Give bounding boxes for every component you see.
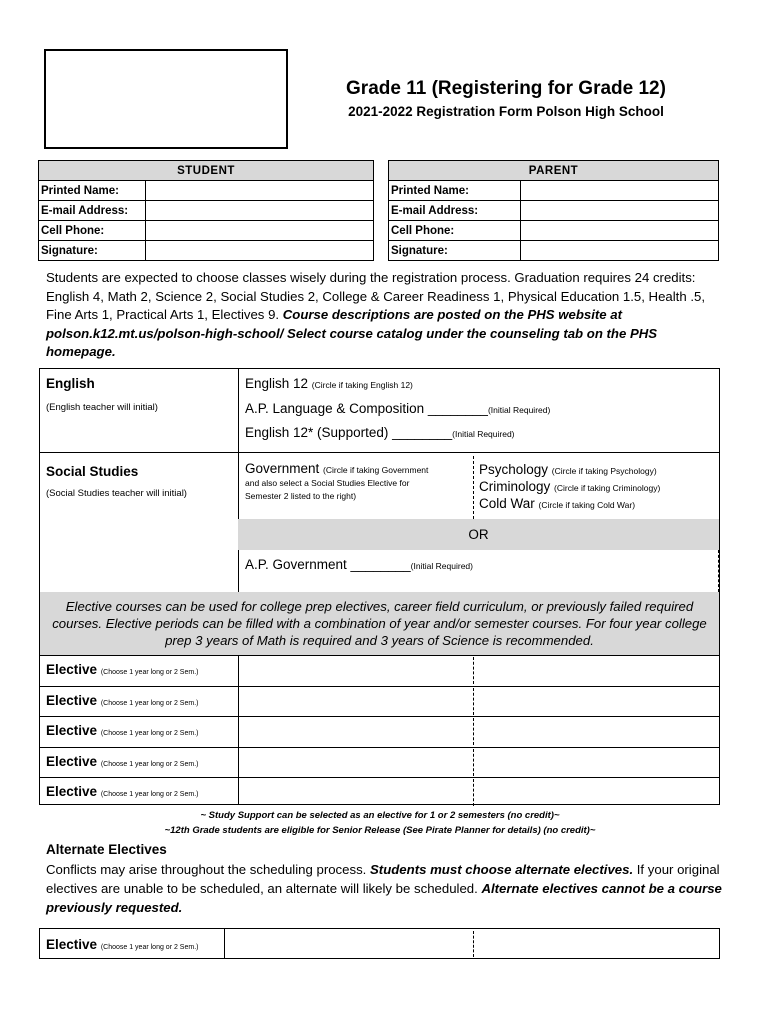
- government-option[interactable]: [245, 463, 473, 502]
- dashed-divider: [473, 688, 474, 715]
- senior-release-note: ~12th Grade students are eligible for Senior Release (See Pirate Planner for details) (no credit)~: [164, 825, 596, 836]
- elective-note: (Choose 1 year long or 2 Sem.): [100, 791, 199, 798]
- elective-label: [46, 723, 198, 738]
- student-heading: STUDENT: [39, 161, 374, 181]
- student-printed-name-label: Printed Name:: [39, 181, 146, 201]
- criminology-note: (Circle if taking Criminology): [554, 483, 661, 493]
- psychology-text: Psychology: [479, 462, 552, 477]
- elective-note: (Choose 1 year long or 2 Sem.): [100, 669, 199, 676]
- social-studies-sublabel: (Social Studies teacher will initial): [46, 488, 187, 499]
- psychology-note: (Circle if taking Psychology): [551, 466, 657, 476]
- elective-choice-2[interactable]: [475, 717, 718, 745]
- alternate-emphasis: Students must choose alternate electives.: [370, 862, 634, 877]
- parent-phone-label: Cell Phone:: [389, 221, 521, 241]
- elective-text: Elective: [46, 662, 98, 677]
- divider: [238, 655, 239, 805]
- divider: [224, 928, 225, 959]
- intro-paragraph: [46, 269, 721, 362]
- parent-heading: PARENT: [389, 161, 719, 181]
- elective-text: Elective: [46, 784, 98, 799]
- alternate-elective-choice-2[interactable]: [475, 930, 718, 957]
- ap-government-option[interactable]: [245, 557, 473, 572]
- parent-printed-name-label: Printed Name:: [389, 181, 521, 201]
- divider: [238, 368, 239, 592]
- study-support-note: ~ Study Support can be selected as an elective for 1 or 2 semesters (no credit)~: [200, 810, 560, 821]
- english-12-text: English 12: [245, 376, 312, 391]
- page-subtitle: 2021-2022 Registration Form Polson High School: [348, 104, 664, 119]
- elective-choice-2[interactable]: [475, 656, 718, 684]
- ap-language-text: A.P. Language & Composition ________: [245, 401, 488, 416]
- criminology-text: Criminology: [479, 479, 555, 494]
- alternate-elective-label: [46, 937, 198, 952]
- government-text: Government: [245, 461, 324, 476]
- elective-note: (Choose 1 year long or 2 Sem.): [100, 730, 199, 737]
- elective-note: (Choose 1 year long or 2 Sem.): [100, 761, 199, 768]
- elective-choice-2[interactable]: [475, 687, 718, 715]
- alternate-elective-text: Elective: [46, 937, 98, 952]
- page-title: Grade 11 (Registering for Grade 12): [346, 78, 666, 99]
- english-12-option[interactable]: [245, 376, 413, 391]
- social-studies-label: Social Studies: [46, 464, 139, 479]
- ap-government-note: (Initial Required): [410, 561, 473, 571]
- cold-war-option[interactable]: [479, 496, 635, 511]
- or-separator: OR: [238, 519, 719, 550]
- student-phone-field[interactable]: [146, 221, 374, 241]
- alternate-emphasis: Alternate electives cannot be a course previously requested.: [46, 881, 722, 915]
- elective-choice-1[interactable]: [240, 778, 472, 806]
- psychology-option[interactable]: [479, 462, 657, 477]
- alternate-text: If your original electives are unable to be scheduled, an alternate will likely be scheduled.: [46, 862, 720, 896]
- dashed-divider: [473, 749, 474, 776]
- student-email-field[interactable]: [146, 201, 374, 221]
- elective-choice-1[interactable]: [240, 656, 472, 684]
- government-note: Semester 2 listed to the right): [245, 491, 357, 501]
- english-label: English: [46, 376, 95, 391]
- dashed-divider: [718, 550, 719, 592]
- student-signature-field[interactable]: [146, 241, 374, 261]
- alternate-text: Conflicts may arise throughout the scheduling process.: [46, 862, 370, 877]
- elective-label: [46, 693, 198, 708]
- elective-label: [46, 784, 198, 799]
- parent-printed-name-field[interactable]: [521, 181, 719, 201]
- dashed-divider: [473, 931, 474, 957]
- elective-choice-2[interactable]: [475, 778, 718, 806]
- elective-text: Elective: [46, 723, 98, 738]
- student-phone-label: Cell Phone:: [39, 221, 146, 241]
- parent-signature-label: Signature:: [389, 241, 521, 261]
- parent-phone-field[interactable]: [521, 221, 719, 241]
- elective-label: [46, 754, 198, 769]
- elective-label: [46, 662, 198, 677]
- ap-language-note: (Initial Required): [487, 405, 551, 415]
- student-email-label: E-mail Address:: [39, 201, 146, 221]
- cold-war-note: (Circle if taking Cold War): [538, 500, 636, 510]
- dashed-divider: [473, 779, 474, 806]
- intro-emphasis: Course descriptions are posted on the PHS website at polson.k12.mt.us/polson-high-school/ Select course catalog under the counseling tab on the PHS homepage.: [46, 307, 658, 359]
- english-12-supported-text: English 12* (Supported) ________: [245, 425, 453, 440]
- elective-text: Elective: [46, 754, 98, 769]
- cold-war-text: Cold War: [479, 496, 539, 511]
- photo-box: [44, 49, 288, 149]
- ap-language-option[interactable]: [245, 401, 550, 416]
- dashed-divider: [473, 456, 474, 519]
- alternate-electives-title: Alternate Electives: [46, 842, 167, 857]
- student-signature-label: Signature:: [39, 241, 146, 261]
- elective-text: Elective: [46, 693, 98, 708]
- government-note: (Circle if taking Government: [323, 465, 429, 475]
- elective-choice-1[interactable]: [240, 687, 472, 715]
- parent-signature-field[interactable]: [521, 241, 719, 261]
- student-printed-name-field[interactable]: [146, 181, 374, 201]
- parent-email-field[interactable]: [521, 201, 719, 221]
- intro-text: Students are expected to choose classes wisely during the registration process. Graduation requires 24 credits: English 4, Math 2, Science 2, Social Studies 2, College & Career Readiness 1, Physical Education 1.5, Health .5, Fine Arts 1, Practical Arts 1, Electives 9.: [46, 270, 706, 322]
- alternate-elective-note: (Choose 1 year long or 2 Sem.): [100, 944, 199, 951]
- parent-email-label: E-mail Address:: [389, 201, 521, 221]
- student-info-table: [38, 160, 374, 261]
- alternate-elective-choice-1[interactable]: [226, 930, 472, 957]
- elective-choice-1[interactable]: [240, 748, 472, 776]
- divider: [39, 452, 720, 453]
- dashed-divider: [473, 718, 474, 745]
- english-12-note: (Circle if taking English 12): [311, 380, 413, 390]
- parent-info-table: [388, 160, 719, 261]
- english-12-supported-note: (Initial Required): [452, 429, 515, 439]
- english-12-supported-option[interactable]: [245, 425, 515, 440]
- dashed-divider: [473, 657, 474, 684]
- elective-choice-2[interactable]: [475, 748, 718, 776]
- criminology-option[interactable]: [479, 479, 660, 494]
- ap-government-text: A.P. Government ________: [245, 557, 411, 572]
- elective-note: (Choose 1 year long or 2 Sem.): [100, 700, 199, 707]
- english-sublabel: (English teacher will initial): [46, 402, 158, 413]
- government-note: and also select a Social Studies Elective for: [245, 478, 410, 488]
- elective-choice-1[interactable]: [240, 717, 472, 745]
- elective-info: Elective courses can be used for college prep electives, career field curriculum, or previously failed required courses. Elective periods can be filled with a combination of year and/or semester courses. For four year college prep 3 years of Math is required and 3 years of Science is recommended.: [40, 592, 719, 655]
- alternate-electives-text: [46, 860, 726, 917]
